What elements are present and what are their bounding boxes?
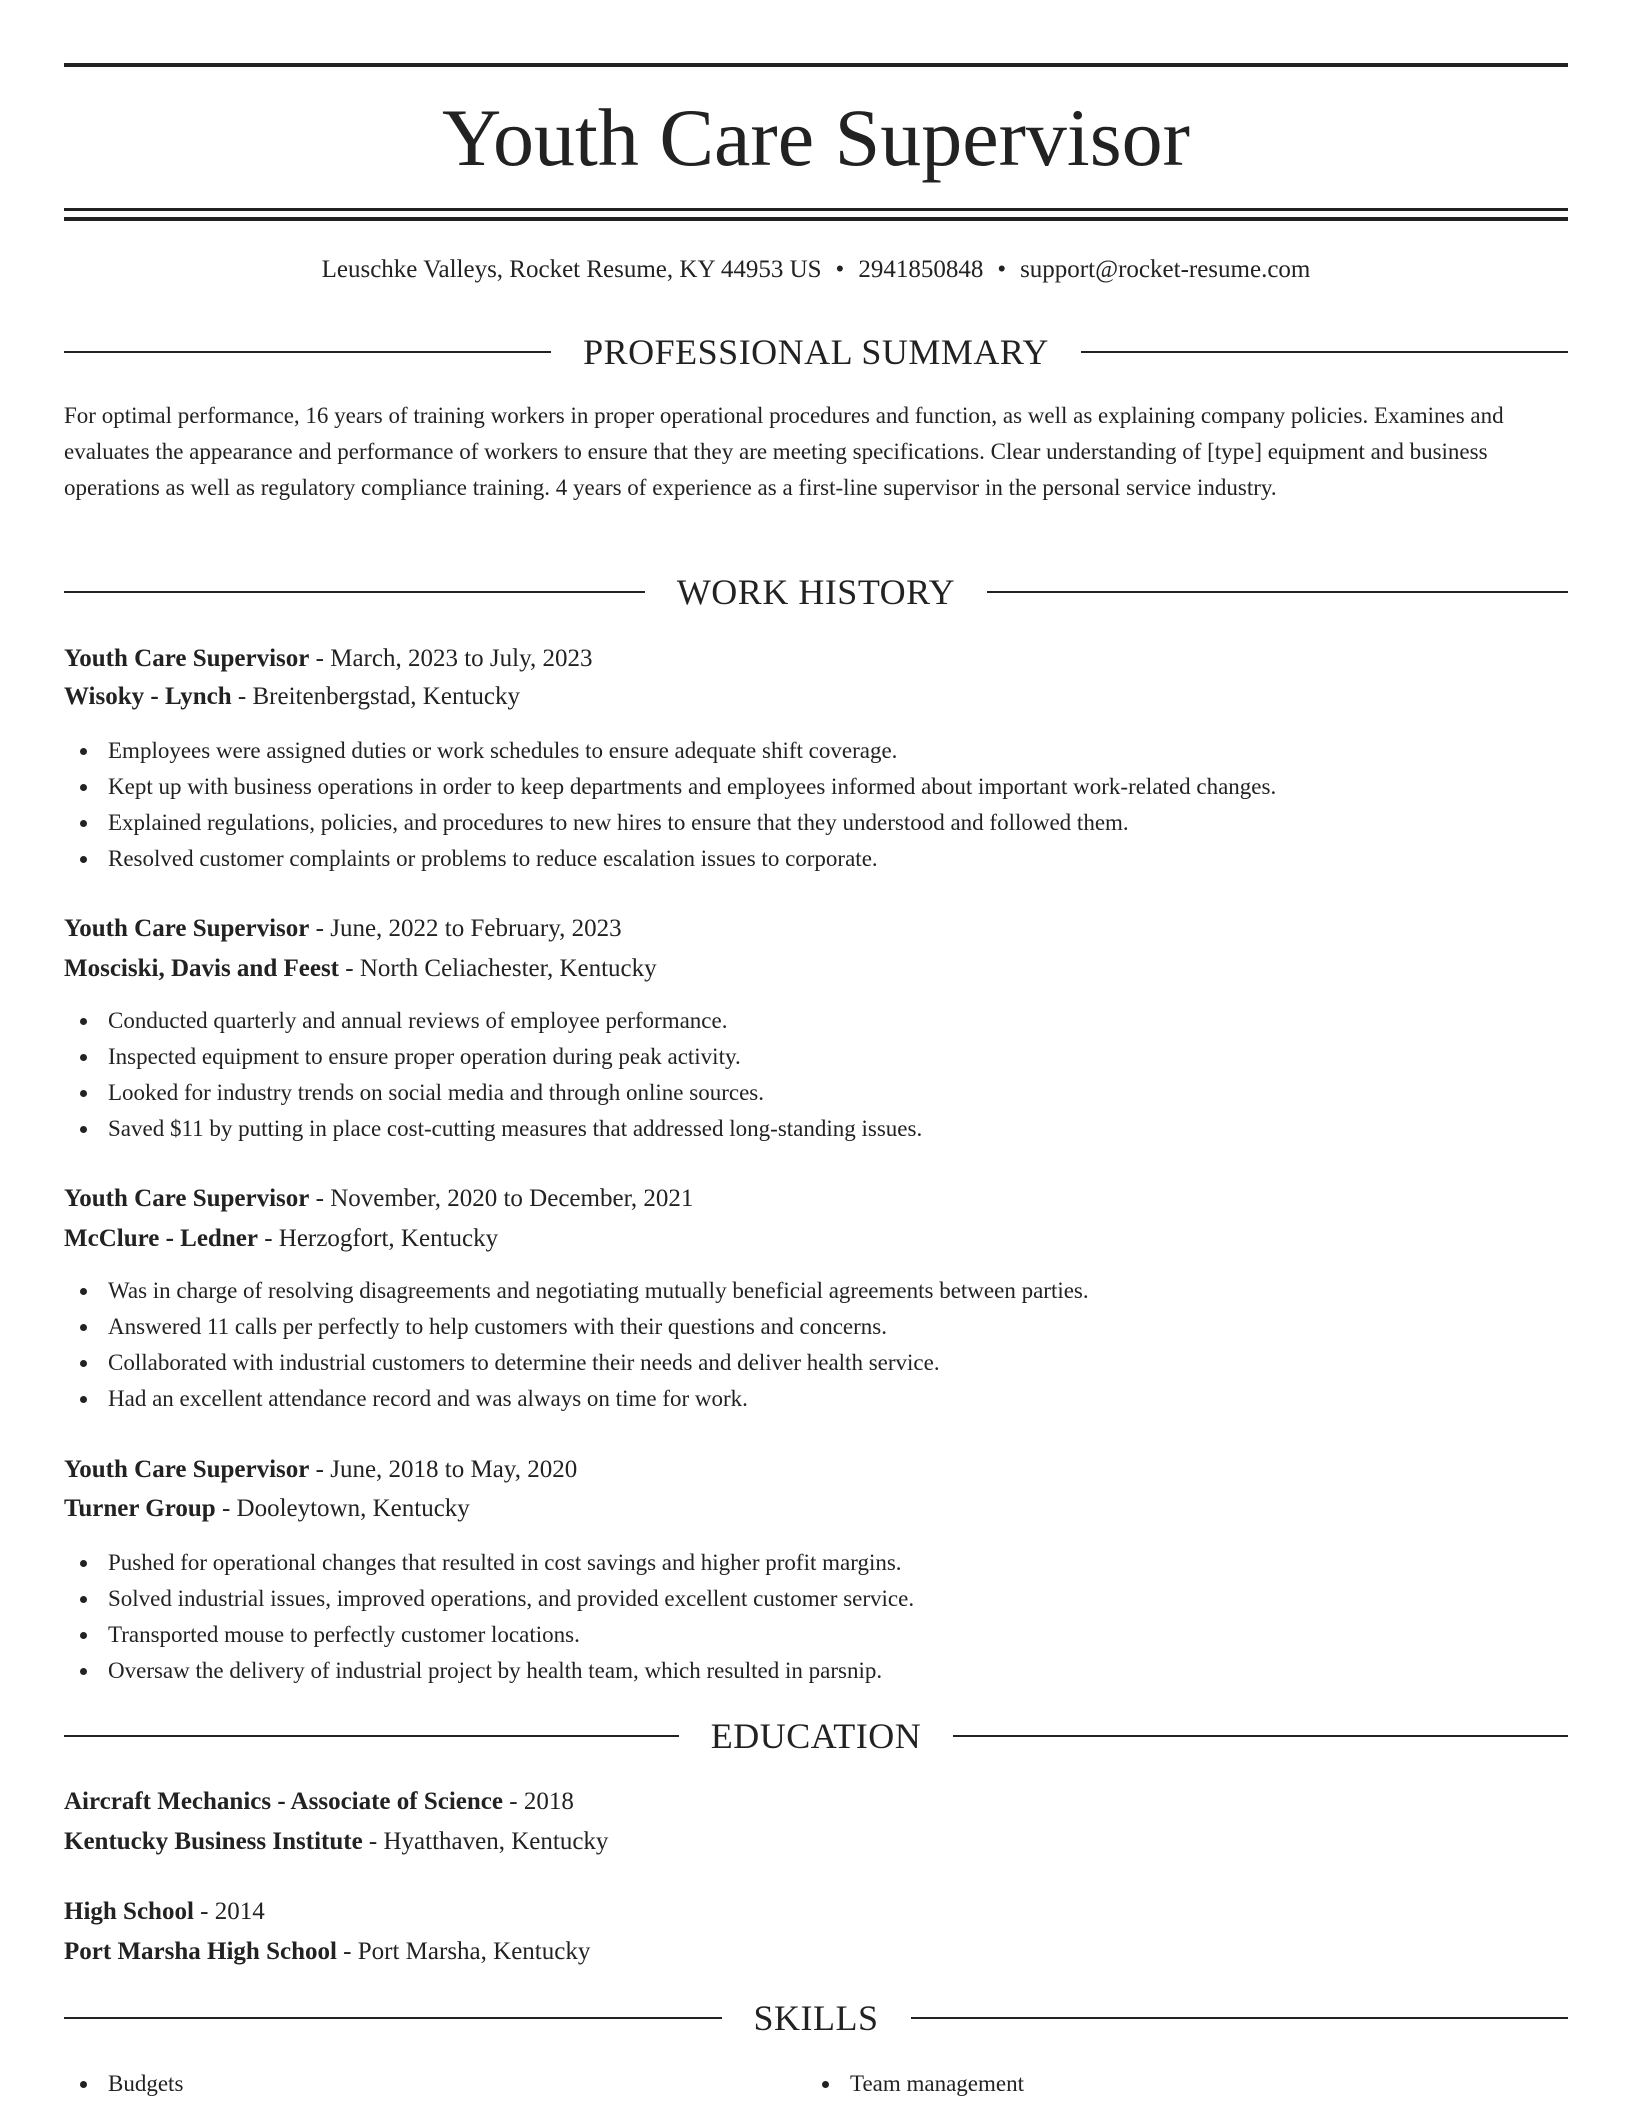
- section-title: EDUCATION: [710, 1716, 922, 1756]
- job-title: Youth Care Supervisor: [64, 915, 310, 942]
- list-item: Looked for industry trends on social media and through online sources.: [64, 1075, 1568, 1111]
- section-rule: [1081, 351, 1568, 353]
- list-item: Had an excellent attendance record and was always on time for work.: [64, 1381, 1568, 1417]
- job-location: - Dooleytown, Kentucky: [215, 1495, 470, 1522]
- job-location: - Breitenbergstad, Kentucky: [231, 683, 520, 710]
- education-school: Kentucky Business Institute: [64, 1828, 363, 1855]
- education-year: - 2018: [503, 1788, 574, 1815]
- section-rule: [953, 1735, 1568, 1737]
- header-top-rule: [64, 63, 1568, 67]
- section-title: PROFESSIONAL SUMMARY: [583, 332, 1049, 372]
- job-company-line: [64, 951, 1568, 987]
- job-bullets: [64, 1545, 1568, 1689]
- list-item: Inspected equipment to ensure proper operation during peak activity.: [64, 1039, 1568, 1075]
- contact-phone: 2941850848: [858, 256, 984, 283]
- list-item: Employees were assigned duties or work schedules to ensure adequate shift coverage.: [64, 733, 1568, 769]
- section-title: SKILLS: [753, 1998, 879, 2038]
- contact-line: [64, 252, 1568, 288]
- skill-item: Budgets: [64, 2066, 183, 2102]
- job-title: Youth Care Supervisor: [64, 1456, 310, 1483]
- list-item: Answered 11 calls per perfectly to help customers with their questions and concerns.: [64, 1309, 1568, 1345]
- job-title-line: [64, 641, 1568, 677]
- job-company: Wisoky - Lynch: [64, 683, 232, 710]
- job-title: Youth Care Supervisor: [64, 645, 310, 672]
- education-school-line: [64, 1934, 1568, 1970]
- education-school-line: [64, 1824, 1568, 1860]
- job-dates: - March, 2023 to July, 2023: [309, 645, 593, 672]
- job-company: McClure - Ledner: [64, 1225, 258, 1252]
- header-double-rule: [64, 208, 1568, 221]
- list-item: Transported mouse to perfectly customer locations.: [64, 1617, 1568, 1653]
- list-item: Kept up with business operations in order to keep departments and employees informed about important work-related changes.: [64, 769, 1568, 805]
- skills-list-left: [64, 2066, 183, 2102]
- section-rule: [64, 2017, 722, 2019]
- job-bullets: [64, 1003, 1568, 1147]
- job-title-line: [64, 1181, 1568, 1217]
- section-rule: [987, 591, 1568, 593]
- list-item: Saved $11 by putting in place cost-cutting measures that addressed long-standing issues.: [64, 1111, 1568, 1147]
- education-degree: Aircraft Mechanics - Associate of Science: [64, 1788, 503, 1815]
- skills-list-right: [806, 2066, 1024, 2102]
- list-item: Solved industrial issues, improved operations, and provided excellent customer service.: [64, 1581, 1568, 1617]
- education-degree-line: [64, 1894, 1568, 1930]
- job-company-line: [64, 679, 1568, 715]
- job-company: Turner Group: [64, 1495, 216, 1522]
- education-degree: High School: [64, 1898, 194, 1925]
- list-item: Oversaw the delivery of industrial project by health team, which resulted in parsnip.: [64, 1653, 1568, 1689]
- education-year: - 2014: [193, 1898, 265, 1925]
- education-location: - Hyatthaven, Kentucky: [362, 1828, 609, 1855]
- section-heading-summary: [64, 330, 1568, 374]
- education-school: Port Marsha High School: [64, 1938, 337, 1965]
- list-item: Conducted quarterly and annual reviews of employee performance.: [64, 1003, 1568, 1039]
- contact-address: Leuschke Valleys, Rocket Resume, KY 44953 US: [321, 256, 822, 283]
- job-bullets: [64, 733, 1568, 877]
- section-rule: [64, 351, 551, 353]
- section-heading-skills: [64, 1996, 1568, 2040]
- section-rule: [64, 591, 645, 593]
- job-bullets: [64, 1273, 1568, 1417]
- job-company-line: [64, 1491, 1568, 1527]
- contact-email: support@rocket-resume.com: [1020, 256, 1311, 283]
- list-item: Explained regulations, policies, and procedures to new hires to ensure that they understood and followed them.: [64, 805, 1568, 841]
- job-company: Mosciski, Davis and Feest: [64, 955, 339, 982]
- job-title: Youth Care Supervisor: [64, 1185, 310, 1212]
- list-item: Pushed for operational changes that resulted in cost savings and higher profit margins.: [64, 1545, 1568, 1581]
- job-company-line: [64, 1221, 1568, 1257]
- contact-separator: •: [835, 256, 845, 283]
- section-title: WORK HISTORY: [676, 572, 956, 612]
- section-rule: [911, 2017, 1569, 2019]
- candidate-name: Youth Care Supervisor: [442, 92, 1190, 183]
- list-item: Collaborated with industrial customers to determine their needs and deliver health service.: [64, 1345, 1568, 1381]
- section-heading-education: [64, 1714, 1568, 1758]
- job-title-line: [64, 1452, 1568, 1488]
- section-rule: [64, 1735, 679, 1737]
- skill-item: Team management: [806, 2066, 1024, 2102]
- job-dates: - June, 2018 to May, 2020: [309, 1456, 578, 1483]
- list-item: Was in charge of resolving disagreements and negotiating mutually beneficial agreements between parties.: [64, 1273, 1568, 1309]
- education-location: - Port Marsha, Kentucky: [336, 1938, 591, 1965]
- job-dates: - June, 2022 to February, 2023: [309, 915, 622, 942]
- job-location: - Herzogfort, Kentucky: [257, 1225, 499, 1252]
- education-degree-line: [64, 1784, 1568, 1820]
- list-item: Resolved customer complaints or problems to reduce escalation issues to corporate.: [64, 841, 1568, 877]
- contact-separator: •: [997, 256, 1007, 283]
- summary-text: For optimal performance, 16 years of training workers in proper operational procedures and function, as well as explaining company policies. Examines and evaluates the appearance and performance of workers to ensure that they are meeting specifications. Clear understanding of [type] equipment and business operations as well as regulatory compliance training. 4 years of experience as a first-line supervisor in the personal service industry.: [64, 403, 1504, 500]
- job-location: - North Celiachester, Kentucky: [339, 955, 657, 982]
- job-dates: - November, 2020 to December, 2021: [309, 1185, 694, 1212]
- job-title-line: [64, 911, 1568, 947]
- section-heading-work: [64, 570, 1568, 614]
